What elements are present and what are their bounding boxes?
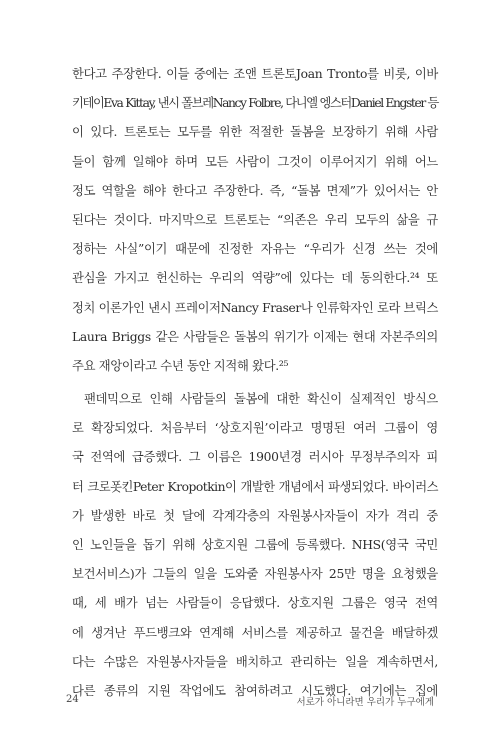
- text-line: 가 발생한 바로 첫 달에 각계각층의 자원봉사자들이 자가 격리 중: [72, 508, 438, 523]
- text-line: 된다는 것이다. 마지막으로 트론토는 “의존은 우리 모두의 삶을 규: [72, 212, 438, 227]
- page-number: 24: [66, 694, 79, 705]
- text-line: 들이 함께 일해야 하며 모든 사람이 그것이 이루어지기 위해 어느: [72, 154, 438, 169]
- running-title: 서로가 아니라면 우리가 누구에게: [296, 697, 434, 708]
- text-line: 정하는 사실”이기 때문에 진정한 자유는 “우리가 신경 쓰는 것에: [72, 242, 438, 257]
- text-line: 팬데믹으로 인해 사람들의 돌봄에 대한 확신이 실제적인 방식으: [84, 392, 438, 407]
- text-line: 정치 이론가인 낸시 프레이저Nancy Fraser나 인류학자인 로라 브릭스: [72, 300, 438, 315]
- text-line: 다른 종류의 지원 작업에도 참여하려고 시도했다. 여기에는 집에: [72, 683, 438, 698]
- paragraph-2: [72, 385, 438, 706]
- text-line: 관심을 가지고 헌신하는 우리의 역량”에 있다는 데 동의한다.²⁴ 또: [72, 271, 438, 286]
- text-line: 에 생겨난 푸드뱅크와 연계해 서비스를 제공하고 물건을 배달하겠: [72, 625, 438, 640]
- text-line: 키테이Eva Kittay, 낸시 폴브레Nancy Folbre, 다니엘 엥스터Daniel Engster 등: [72, 96, 438, 111]
- text-line: 국 전역에 급증했다. 그 이름은 1900년경 러시아 무정부주의자 피: [72, 450, 438, 465]
- text-line: 로 확장되었다. 처음부터 ‘상호지원’이라고 명명된 여러 그룹이 영: [72, 421, 438, 436]
- text-line: 주요 재앙이라고 수년 동안 지적해 왔다.²⁵: [72, 358, 289, 373]
- text-line: 인 노인들을 돕기 위해 상호지원 그룹에 등록했다. NHS(영국 국민: [72, 538, 438, 552]
- text-line: 정도 역할을 해야 한다고 주장한다. 즉, “돌봄 면제”가 있어서는 안: [72, 183, 438, 198]
- text-line: 이 있다. 트론토는 모두를 위한 적절한 돌봄을 보장하기 위해 사람: [72, 125, 438, 140]
- text-line: Laura Briggs 같은 사람들은 돌봄의 위기가 이제는 현대 자본주의의: [72, 329, 438, 344]
- text-line: 터 크로폿킨Peter Kropotkin이 개발한 개념에서 파생되었다. 바이러스: [72, 479, 438, 494]
- text-line: 한다고 주장한다. 이들 중에는 조앤 트론토Joan Tronto를 비롯, 이바: [72, 67, 438, 81]
- text-line: 때, 세 배가 넘는 사람들이 응답했다. 상호지원 그룹은 영국 전역: [72, 596, 438, 611]
- text-line: 다는 수많은 자원봉사자들을 배치하고 관리하는 일을 계속하면서,: [72, 654, 438, 669]
- paragraph-1: [72, 60, 438, 381]
- text-line: 보건서비스)가 그들의 일을 도와줄 자원봉사자 25만 명을 요청했을: [72, 567, 438, 582]
- body-text: [72, 60, 438, 706]
